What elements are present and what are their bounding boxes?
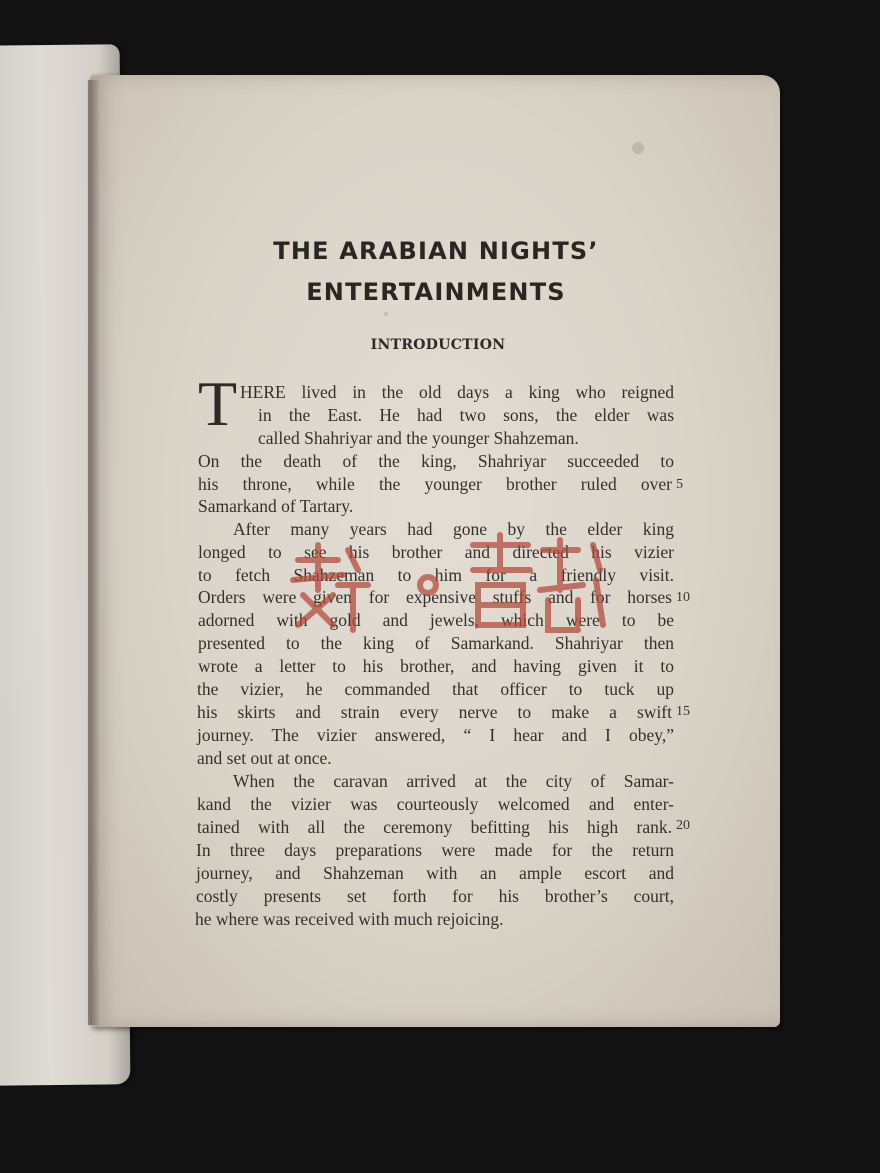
- text-line: costly presents set forth for his brother’s court,: [196, 886, 674, 906]
- text-line: Samarkand of Tartary.: [198, 496, 354, 516]
- text-line: When the caravan arrived at the city of Samar-: [233, 771, 674, 791]
- text-line: to fetch Shahzeman to him for a friendly visit.: [198, 565, 674, 585]
- line-number: 15: [676, 704, 690, 719]
- text-line: longed to see his brother and directed his vizier: [198, 542, 674, 562]
- text-line: called Shahriyar and the younger Shahzeman.: [258, 428, 579, 448]
- text-line: the vizier, he commanded that officer to tuck up: [197, 679, 674, 699]
- text-line: After many years had gone by the elder king: [233, 519, 674, 539]
- text-line: HERE lived in the old days a king who reigned: [240, 382, 674, 402]
- text-line: in the East. He had two sons, the elder was: [258, 405, 674, 425]
- text-line: journey, and Shahzeman with an ample escort and: [196, 863, 674, 883]
- paper-spot: [384, 312, 388, 316]
- text-line: Orders were given for expensive stuffs and for horses: [198, 587, 672, 607]
- section-heading: INTRODUCTION: [370, 337, 506, 353]
- red-seal-stamp: [278, 530, 608, 640]
- text-line: his throne, while the younger brother ruled over: [198, 474, 672, 494]
- text-line: In three days preparations were made for the return: [196, 840, 674, 860]
- text-line: journey. The vizier answered, “ I hear and I obey,”: [197, 725, 674, 745]
- line-number: 5: [676, 477, 683, 492]
- text-line: and set out at once.: [197, 748, 332, 768]
- line-number: 10: [676, 590, 690, 605]
- text-line: adorned with gold and jewels, which were to be: [198, 610, 674, 630]
- paper-spot: [632, 142, 644, 154]
- page-gutter-shadow: [88, 80, 100, 1025]
- text-line: kand the vizier was courteously welcomed and enter-: [197, 794, 674, 814]
- text-line: he where was received with much rejoicing.: [195, 909, 504, 929]
- drop-cap: T: [198, 368, 238, 439]
- text-line: presented to the king of Samarkand. Shahriyar then: [198, 633, 674, 653]
- book-title-line-2: ENTERTAINMENTS: [306, 278, 566, 306]
- book-title-line-1: THE ARABIAN NIGHTS’: [273, 237, 599, 265]
- text-line: tained with all the ceremony befitting his high rank.: [197, 817, 672, 837]
- text-line: wrote a letter to his brother, and having given it to: [198, 656, 674, 676]
- text-line: his skirts and strain every nerve to make a swift: [197, 702, 672, 722]
- text-line: On the death of the king, Shahriyar succeeded to: [198, 451, 674, 471]
- line-number: 20: [676, 818, 690, 833]
